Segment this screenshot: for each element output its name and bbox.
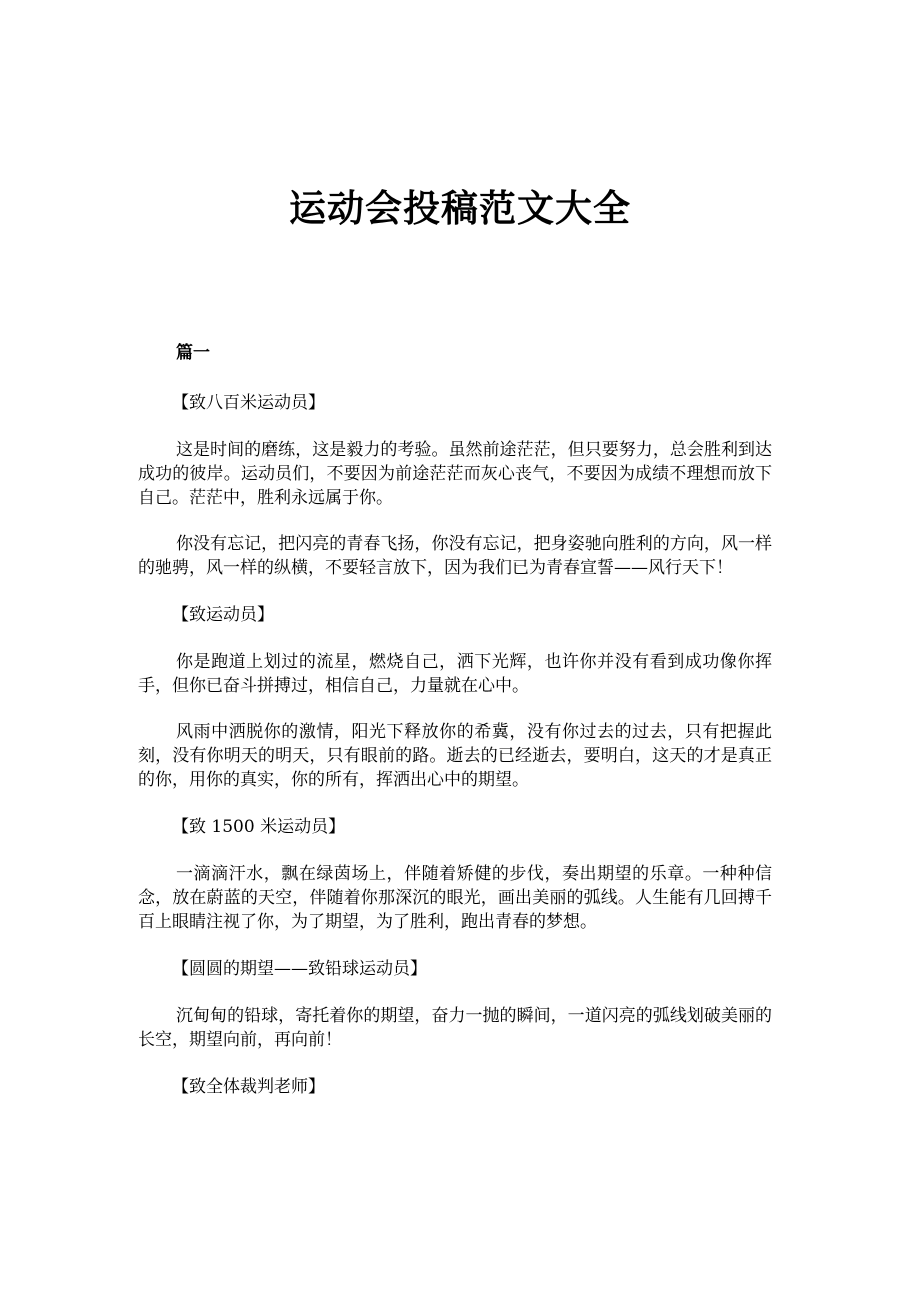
para-shotput-1: 沉甸甸的铅球，寄托着你的期望，奋力一抛的瞬间，一道闪亮的弧线划破美丽的长空，期望向前，再向前！ — [138, 1006, 772, 1050]
section-heading: 篇一 — [176, 343, 210, 363]
heading-shotput: 【圆圆的期望——致铅球运动员】 — [172, 959, 427, 979]
document-body — [138, 340, 772, 1122]
heading-referees: 【致全体裁判老师】 — [172, 1077, 325, 1097]
heading-athletes: 【致运动员】 — [172, 605, 274, 625]
para-800m-2: 你没有忘记，把闪亮的青春飞扬，你没有忘记，把身姿驰向胜利的方向，风一样的驰骋，风一样的纵横，不要轻言放下，因为我们已为青春宣誓——风行天下！ — [138, 534, 772, 578]
para-athletes-2: 风雨中洒脱你的激情，阳光下释放你的希冀，没有你过去的过去，只有把握此刻，没有你明天的明天，只有眼前的路。逝去的已经逝去，要明白，这天的才是真正的你，用你的真实，你的所有，挥洒出心中的期望。 — [138, 722, 772, 790]
para-athletes-1: 你是跑道上划过的流星，燃烧自己，洒下光辉，也许你并没有看到成功像你挥手，但你已奋斗拼搏过，相信自己，力量就在心中。 — [138, 652, 772, 696]
heading-1500m: 【致 1500 米运动员】 — [172, 817, 346, 837]
para-800m-1: 这是时间的磨练，这是毅力的考验。虽然前途茫茫，但只要努力，总会胜利到达成功的彼岸。运动员们，不要因为前途茫茫而灰心丧气，不要因为成绩不理想而放下自己。茫茫中，胜利永远属于你。 — [138, 440, 772, 508]
document-title: 运动会投稿范文大全 — [289, 186, 631, 230]
article-blocks — [138, 390, 772, 1100]
para-1500m-1: 一滴滴汗水，飘在绿茵场上，伴随着矫健的步伐，奏出期望的乐章。一种种信念，放在蔚蓝的天空，伴随着你那深沉的眼光，画出美丽的弧线。人生能有几回搏千百上眼睛注视了你，为了期望，为了胜利，跑出青春的梦想。 — [138, 864, 772, 932]
heading-800m: 【致八百米运动员】 — [172, 393, 325, 413]
